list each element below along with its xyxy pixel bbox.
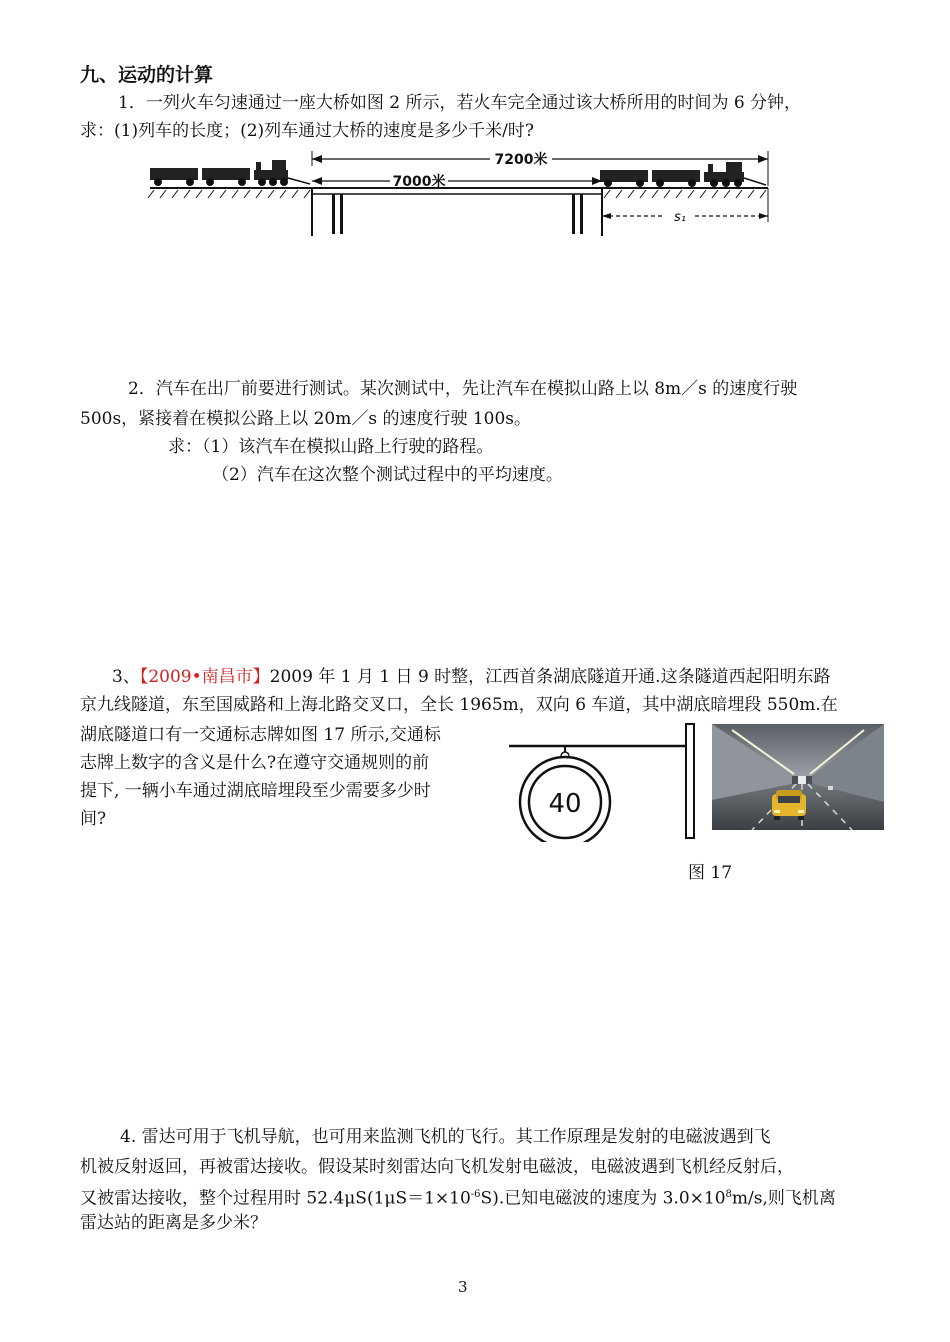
section-title: 九、运动的计算 — [80, 64, 214, 86]
q3-line-6: 间? — [80, 809, 107, 829]
q4-line-1: 4. 雷达可用于飞机导航，也可用来监测飞机的飞行。其工作原理是发射的电磁波遇到飞 — [120, 1127, 771, 1147]
q4-line-4: 雷达站的距离是多少米？ — [80, 1213, 267, 1233]
q3-line-3: 湖底隧道口有一交通标志牌如图 17 所示,交通标 — [80, 725, 441, 745]
q2-line-1: 2．汽车在出厂前要进行测试。某次测试中，先让汽车在模拟山路上以 8m／s 的速度行驶 — [128, 379, 798, 399]
q1-line-2: 求：(1)列车的长度；(2)列车通过大桥的速度是多少千米/时? — [80, 121, 535, 141]
q4-exponent-1: -6 — [470, 1189, 481, 1200]
speed-limit-value: 40 — [548, 789, 582, 819]
q3-source: 【2009•南昌市】 — [139, 667, 270, 687]
bridge-length-label: 7000米 — [392, 174, 446, 190]
right-train-icon — [600, 162, 766, 187]
q4-line-3-c: m/s,则飞机离 — [731, 1188, 836, 1209]
tunnel-photo — [712, 724, 884, 830]
total-length-label: 7200米 — [494, 152, 548, 168]
left-train-icon — [150, 160, 310, 186]
q2-line-3: 求：（1）该汽车在模拟山路上行驶的路程。 — [168, 437, 494, 457]
taxi-car-icon — [772, 790, 806, 820]
q4-exponent-2: 8 — [725, 1189, 732, 1200]
q4-line-3-a: 又被雷达接收，整个过程用时 52.4μS(1μS＝1×10 — [80, 1188, 471, 1209]
train-bridge-figure — [140, 148, 780, 238]
q3-line-5: 提下, 一辆小车通过湖底暗埋段至少需要多少时 — [80, 781, 431, 801]
q1-line-1: 1．一列火车匀速通过一座大桥如图 2 所示，若火车完全通过该大桥所用的时间为 6 分钟， — [118, 93, 802, 113]
q2-line-4: （2）汽车在这次整个测试过程中的平均速度。 — [212, 465, 563, 485]
q3-line-2: 京九线隧道，东至国威路和上海北路交叉口，全长 1965m，双向 6 车道，其中湖底暗埋段 550m.在 — [80, 695, 838, 715]
q2-line-2: 500s，紧接着在模拟公路上以 20m／s 的速度行驶 100s。 — [80, 409, 532, 429]
page-number: 3 — [458, 1278, 468, 1296]
q3-line-1-text: 2009 年 1 月 1 日 9 时整，江西首条湖底隧道开通.这条隧道西起阳明东路 — [269, 667, 831, 687]
s1-label: s₁ — [674, 210, 686, 225]
q3-line-1 — [112, 662, 831, 692]
q3-line-4: 志牌上数字的含义是什么?在遵守交通规则的前 — [80, 753, 430, 773]
q4-line-3-b: S).已知电磁波的速度为 3.0×10 — [480, 1188, 726, 1209]
q3-number: 3、 — [112, 667, 140, 687]
q4-line-2: 机被反射返回，再被雷达接收。假设某时刻雷达向飞机发射电磁波，电磁波遇到飞机经反射后， — [80, 1157, 794, 1177]
figure-17-caption: 图 17 — [688, 863, 733, 883]
speed-limit-sign-figure — [505, 722, 700, 842]
